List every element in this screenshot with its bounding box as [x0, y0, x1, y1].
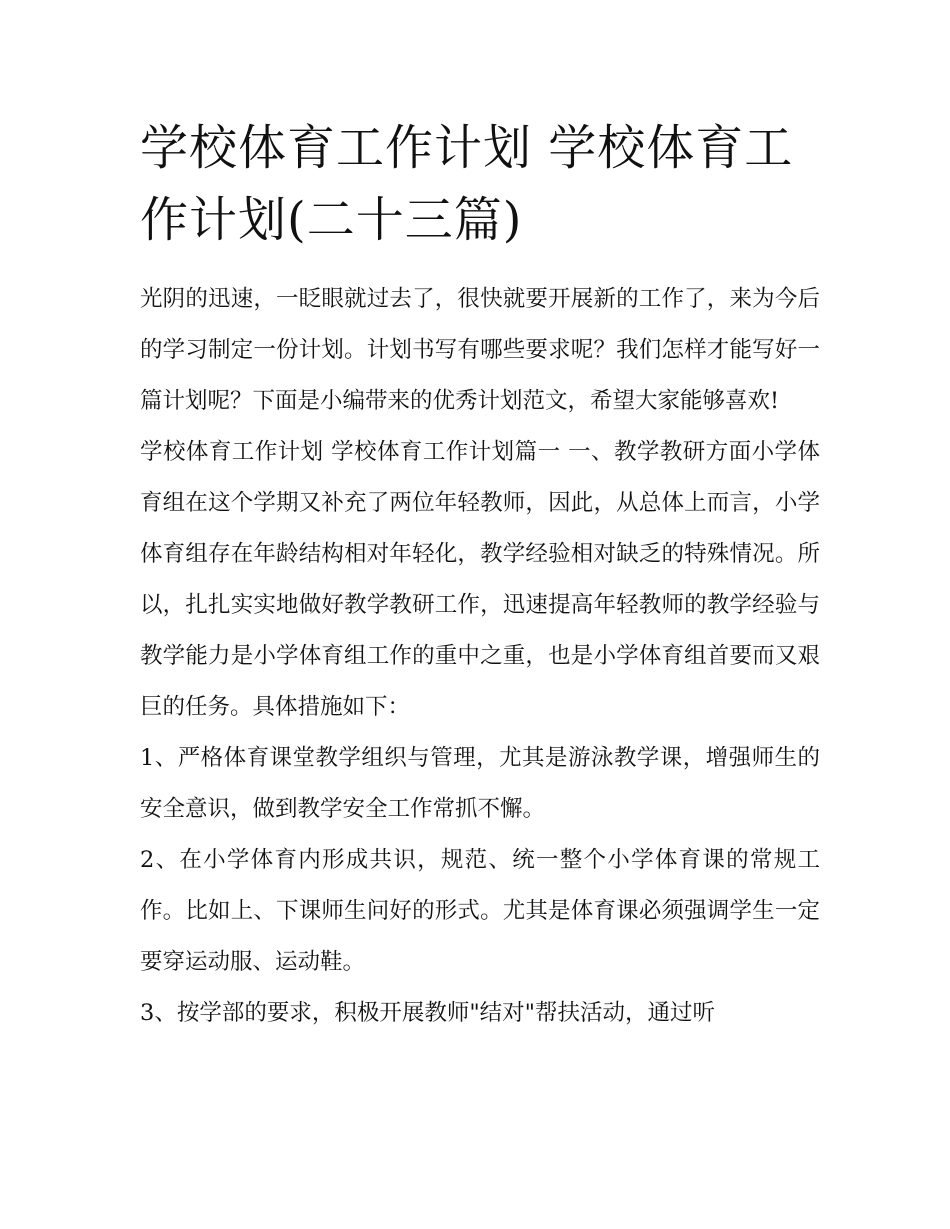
paragraph-intro: 光阴的迅速，一眨眼就过去了，很快就要开展新的工作了，来为今后的学习制定一份计划。计划书写有哪些要求呢？我们怎样才能写好一篇计划呢？下面是小编带来的优秀计划范文，希望大家能够喜欢!: [140, 286, 820, 414]
paragraph-item-3: 3、按学部的要求，积极开展教师"结对"帮扶活动，通过听: [140, 1000, 716, 1026]
document-title: 学校体育工作计划 学校体育工作计划(二十三篇): [140, 120, 794, 248]
paragraph-item-2: 2、在小学体育内形成共识，规范、统一整个小学体育课的常规工作。比如上、下课师生问好的形式。尤其是体育课必须强调学生一定要穿运动服、运动鞋。: [140, 847, 820, 975]
document-page: [140, 112, 820, 1039]
paragraph-item-1: 1、严格体育课堂教学组织与管理，尤其是游泳教学课，增强师生的安全意识，做到教学安全工作常抓不懈。: [140, 745, 820, 822]
paragraph-section-1: 学校体育工作计划 学校体育工作计划篇一 一、教学教研方面小学体育组在这个学期又补充了两位年轻教师，因此，从总体上而言，小学体育组存在年龄结构相对年轻化，教学经验相对缺乏的特殊情况。所以，扎扎实实地做好教学教研工作，迅速提高年轻教师的教学经验与教学能力是小学体育组工作的重中之重，也是小学体育组首要而又艰巨的任务。具体措施如下：: [140, 439, 820, 720]
